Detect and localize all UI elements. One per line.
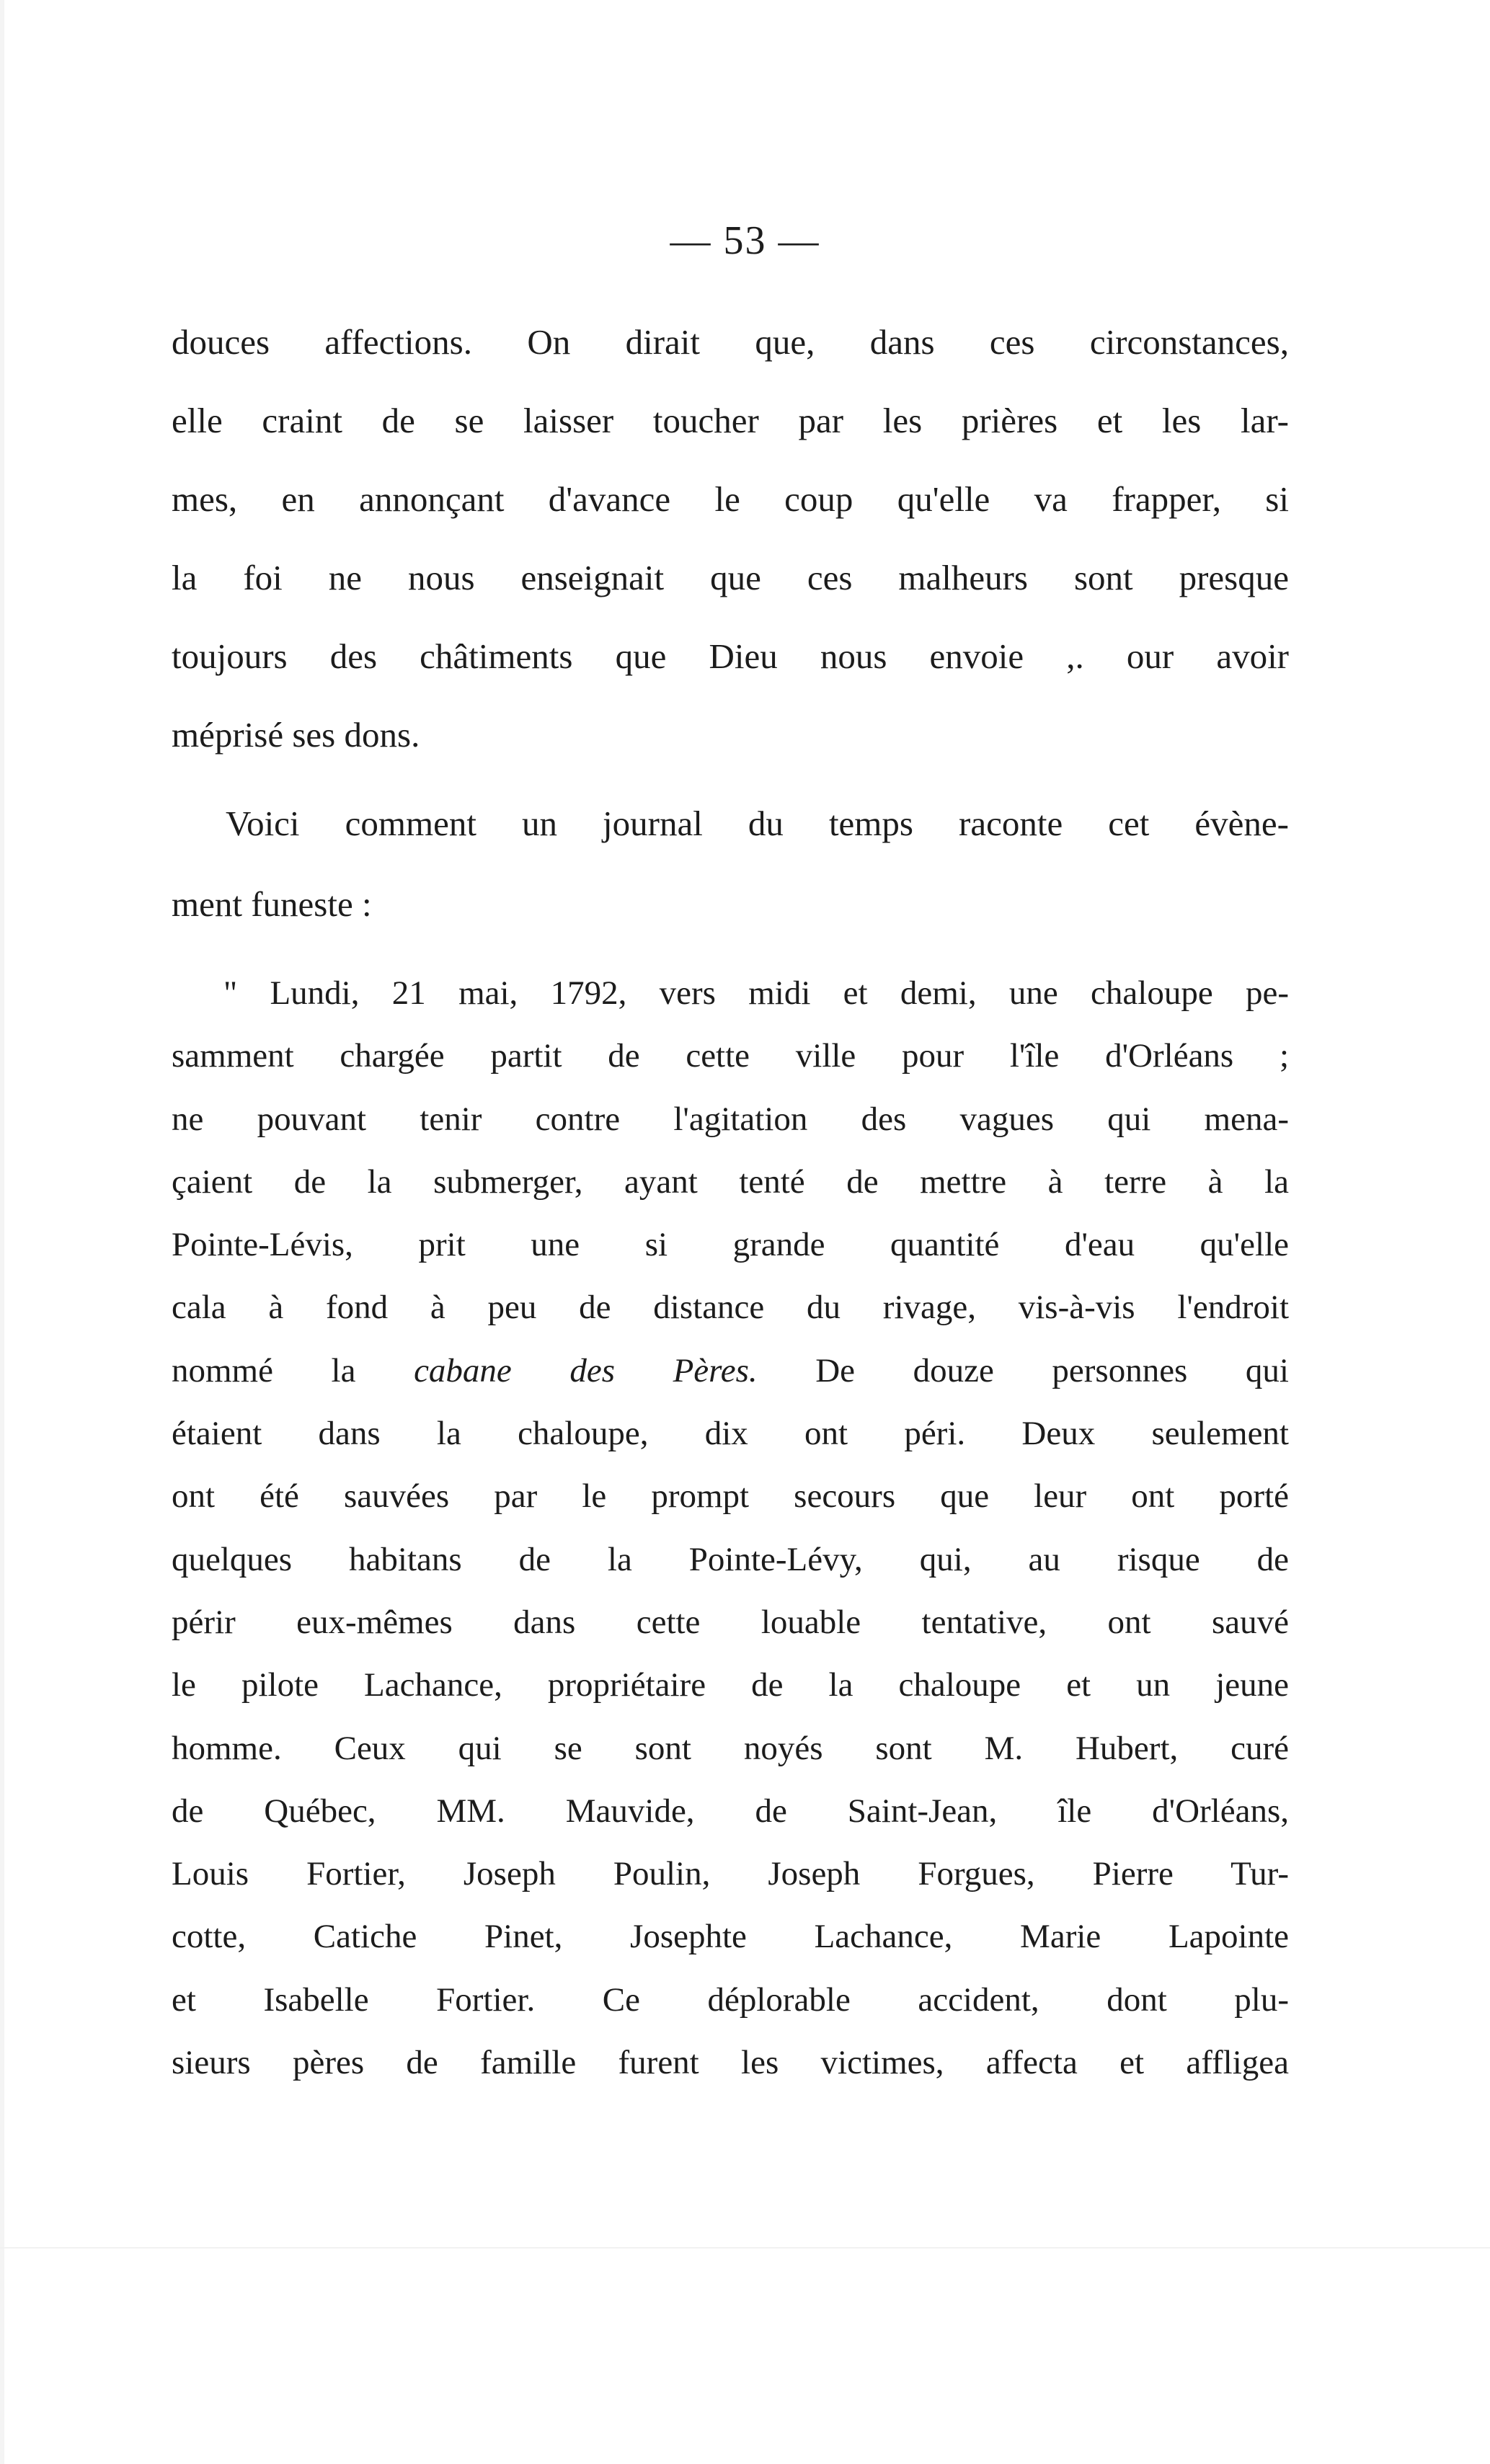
quoted-article-line: ne pouvant tenir contre l'agitation des vagues qui mena- bbox=[172, 1100, 1289, 1138]
quoted-article bbox=[172, 962, 1289, 2094]
paragraph-2-line: ment funeste : bbox=[172, 884, 372, 924]
quoted-article-line-italic bbox=[172, 1340, 1289, 1402]
scan-artifact-line bbox=[0, 2247, 1490, 2249]
quoted-article-line: " Lundi, 21 mai, 1792, vers midi et demi, une chaloupe pe- bbox=[223, 974, 1289, 1012]
page-number: — 53 — bbox=[670, 218, 820, 263]
quoted-article-line: cala à fond à peu de distance du rivage, vis-à-vis l'endroit bbox=[172, 1289, 1289, 1327]
quoted-article-line: Pointe-Lévis, prit une si grande quantité d'eau qu'elle bbox=[172, 1226, 1289, 1264]
paragraph-1-line: la foi ne nous enseignait que ces malheurs sont presque bbox=[172, 558, 1289, 597]
quoted-article-line: ont été sauvées par le prompt secours que leur ont porté bbox=[172, 1477, 1289, 1516]
quoted-article-line: quelques habitans de la Pointe-Lévy, qui, au risque de bbox=[172, 1540, 1289, 1578]
paragraph-1-line: mes, en annonçant d'avance le coup qu'elle va frapper, si bbox=[172, 479, 1289, 519]
paragraph-1 bbox=[172, 303, 1289, 774]
italic-place-name: cabane des Pères. bbox=[414, 1351, 758, 1389]
paragraph-1-line: elle craint de se laisser toucher par les prières et les lar- bbox=[172, 401, 1289, 440]
paragraph-1-line: méprisé ses dons. bbox=[172, 715, 420, 755]
quoted-article-line: cotte, Catiche Pinet, Josephte Lachance, Marie Lapointe bbox=[172, 1918, 1289, 1956]
quoted-article-line: périr eux-mêmes dans cette louable tentative, ont sauvé bbox=[172, 1603, 1289, 1641]
quoted-article-line: samment chargée partit de cette ville pour l'île d'Orléans ; bbox=[172, 1037, 1289, 1075]
quoted-article-line: et Isabelle Fortier. Ce déplorable accident, dont plu- bbox=[172, 1980, 1289, 2019]
paragraph-1-line: toujours des châtiments que Dieu nous envoie ,. our avoir bbox=[172, 636, 1289, 676]
quoted-article-line: sieurs pères de famille furent les victimes, affecta et affligea bbox=[172, 2044, 1289, 2082]
quoted-article-line: Louis Fortier, Joseph Poulin, Joseph Forgues, Pierre Tur- bbox=[172, 1855, 1289, 1893]
line-text: nommé la bbox=[172, 1351, 414, 1389]
line-text: De douze personnes qui bbox=[757, 1351, 1289, 1389]
quoted-article-line: çaient de la submerger, ayant tenté de mettre à terre à la bbox=[172, 1162, 1289, 1201]
paragraph-1-line: douces affections. On dirait que, dans ces circonstances, bbox=[172, 322, 1289, 362]
paragraph-2 bbox=[172, 783, 1289, 945]
quoted-article-line: homme. Ceux qui se sont noyés sont M. Hubert, curé bbox=[172, 1729, 1289, 1767]
quoted-article-line: étaient dans la chaloupe, dix ont péri. Deux seulement bbox=[172, 1415, 1289, 1453]
quoted-article-line: de Québec, MM. Mauvide, de Saint-Jean, île d'Orléans, bbox=[172, 1792, 1289, 1830]
paragraph-2-line: Voici comment un journal du temps raconte cet évène- bbox=[226, 804, 1289, 843]
quoted-article-line: le pilote Lachance, propriétaire de la chaloupe et un jeune bbox=[172, 1666, 1289, 1704]
